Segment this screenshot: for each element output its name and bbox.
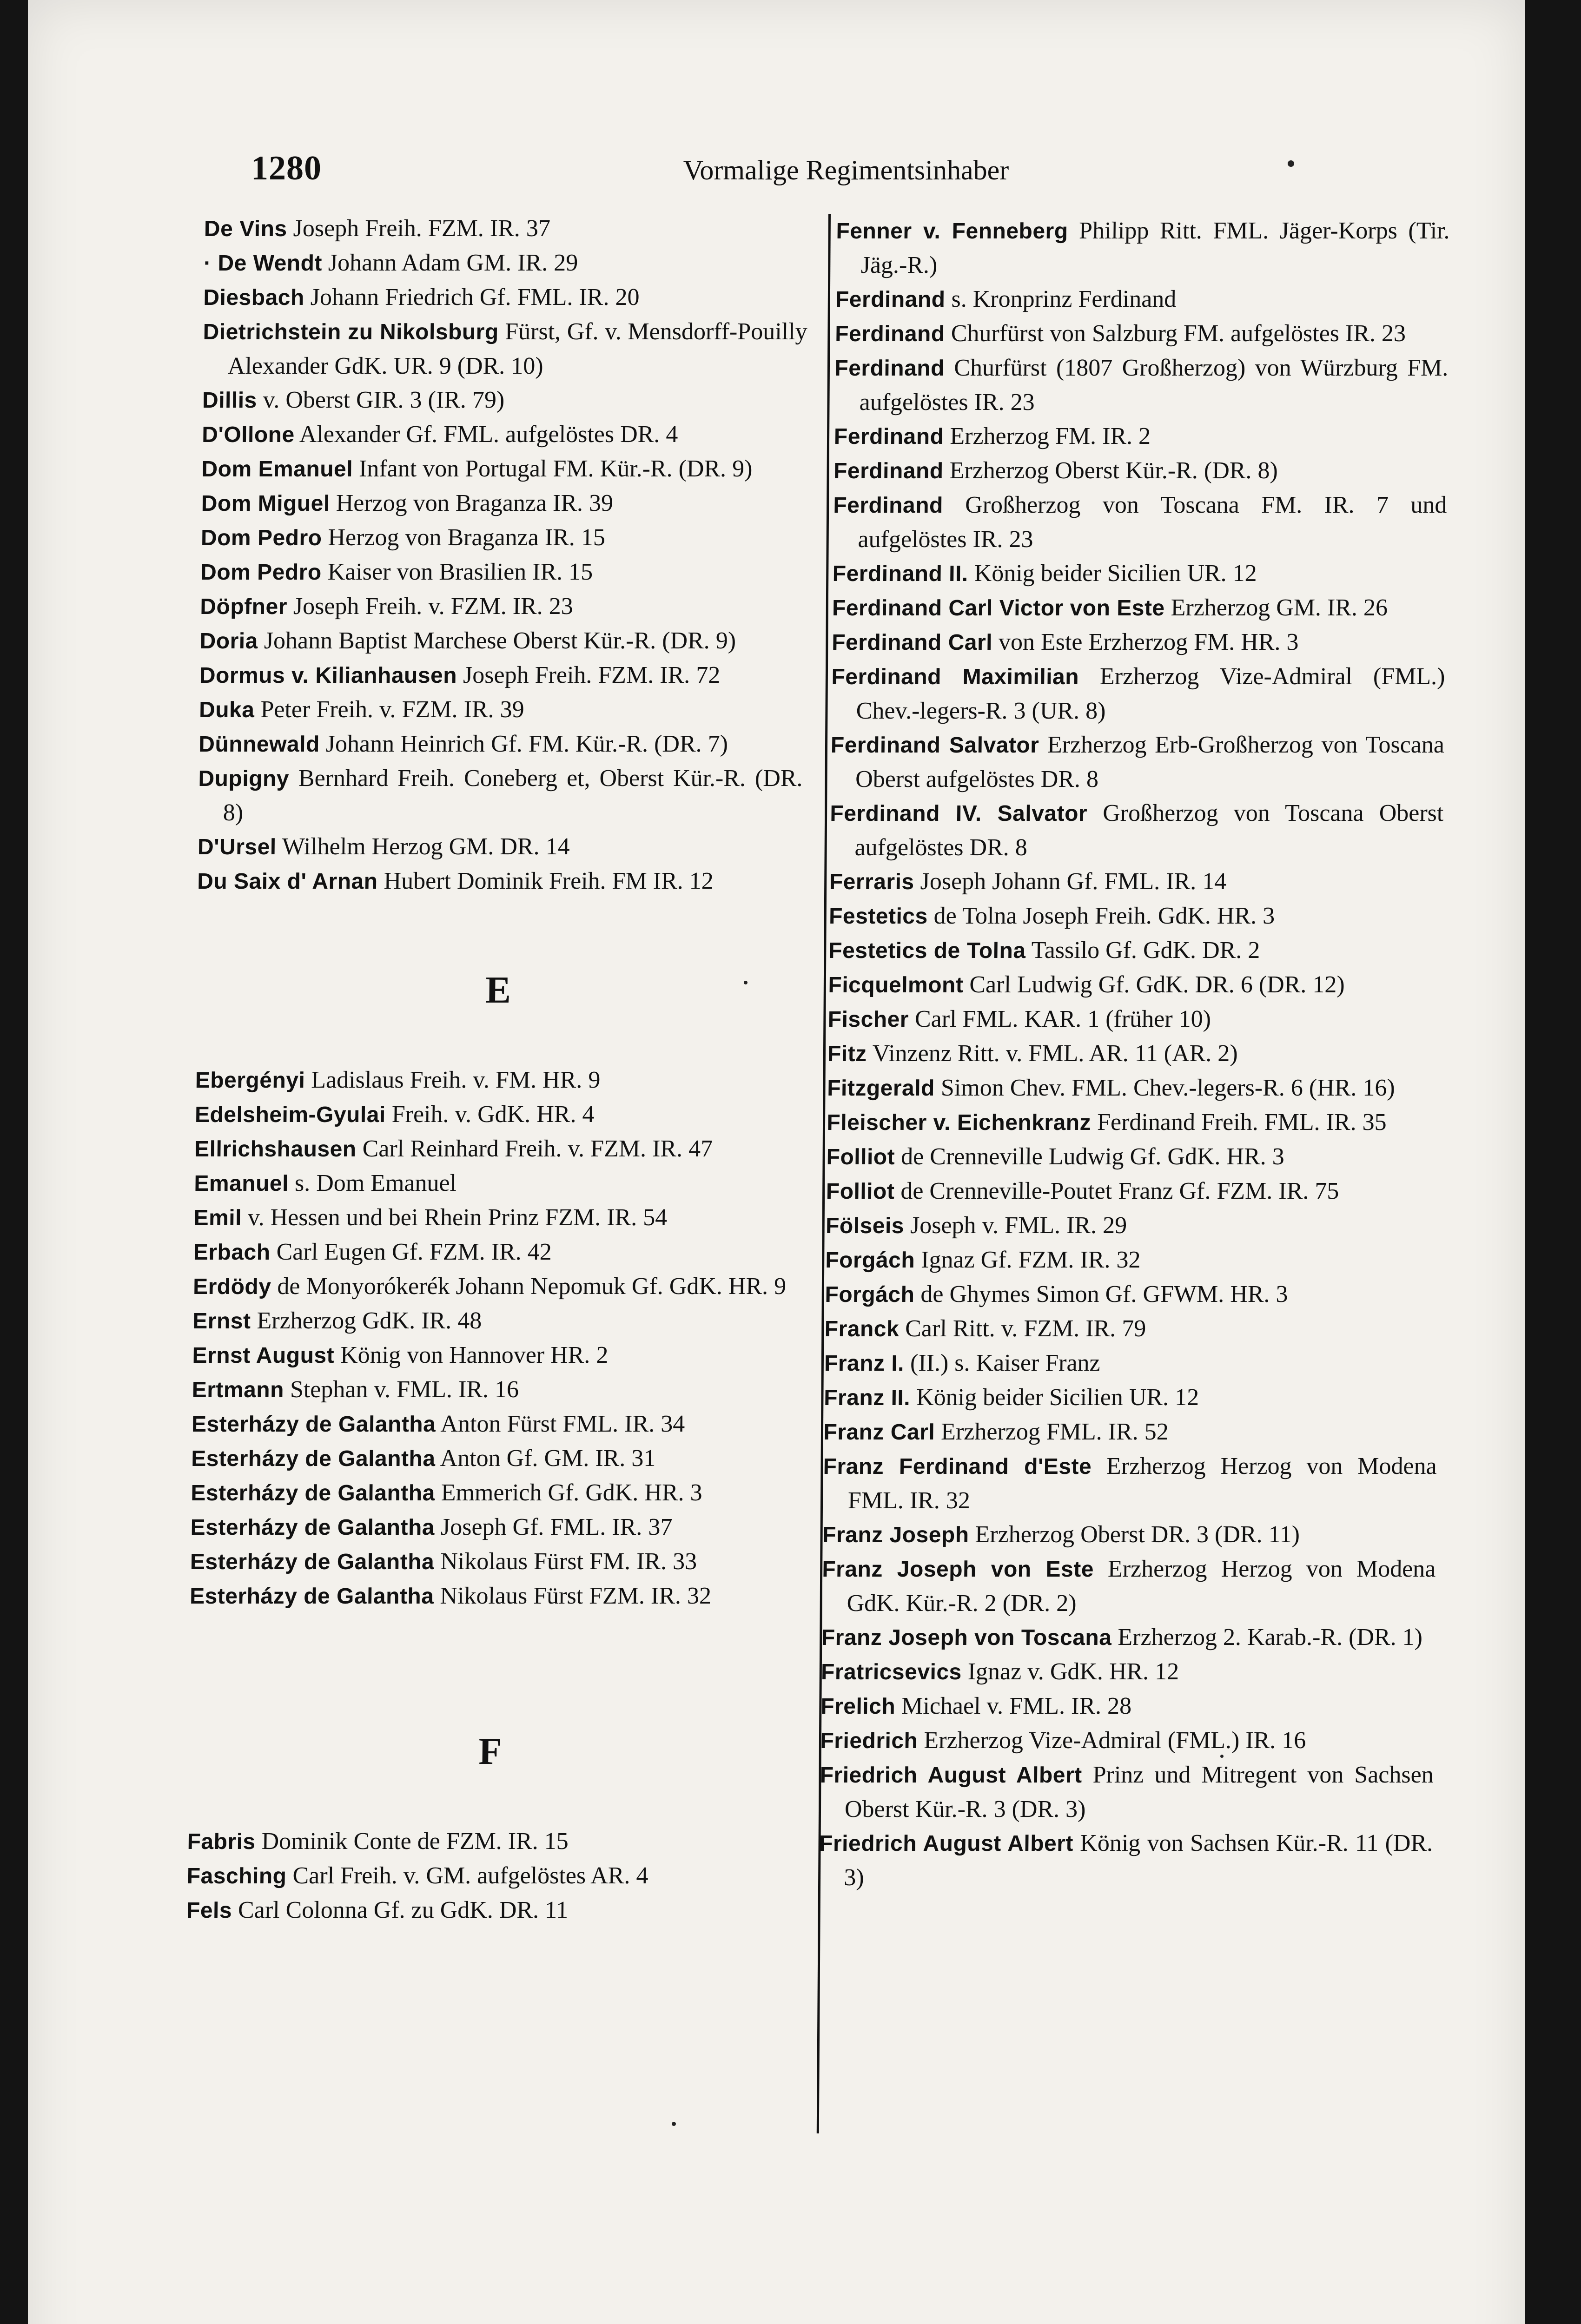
- entry-details: von Este Erzherzog FM. HR. 3: [992, 629, 1299, 655]
- register-entry: [821, 1620, 1435, 1655]
- entry-name: Fabris: [187, 1829, 256, 1854]
- entry-name: Friedrich: [820, 1729, 918, 1753]
- register-entry: [831, 660, 1445, 728]
- entry-details: Wilhelm Herzog GM. DR. 14: [276, 833, 570, 860]
- register-entry: [834, 351, 1449, 419]
- entry-details: Simon Chev. FML. Chev.-legers-R. 6 (HR. 16): [934, 1075, 1396, 1101]
- register-entry: [190, 1545, 795, 1579]
- entry-name: Forgách: [825, 1282, 915, 1307]
- register-entry: [198, 727, 803, 761]
- register-entry: [826, 1174, 1440, 1208]
- entry-name: Franz Ferdinand d'Este: [823, 1454, 1092, 1479]
- entry-name: Folliot: [826, 1145, 895, 1169]
- entry-name: Ferdinand Maximilian: [831, 665, 1079, 689]
- register-entry: [835, 214, 1450, 282]
- entry-details: Joseph v. FML. IR. 29: [904, 1212, 1127, 1239]
- scan-speck: [1220, 1755, 1224, 1758]
- entry-details: Joseph Johann Gf. FML. IR. 14: [914, 868, 1227, 895]
- entry-name: Ertmann: [192, 1378, 284, 1402]
- entry-details: Erzherzog GM. IR. 26: [1164, 594, 1388, 621]
- section-heading-e: E: [485, 969, 511, 1011]
- register-entry: [193, 1269, 798, 1304]
- register-entry: [825, 1277, 1439, 1312]
- entry-name: Ferdinand II.: [832, 561, 968, 586]
- entry-name: Ellrichshausen: [194, 1137, 357, 1162]
- entry-name: Fasching: [186, 1864, 287, 1888]
- entry-details: Erzherzog Herzog von Modena GdK. Kür.-R. 2 (DR. 2): [847, 1556, 1436, 1617]
- register-entry: [186, 1893, 791, 1928]
- register-entry: [195, 1063, 800, 1097]
- entry-details: Ferdinand Freih. FML. IR. 35: [1091, 1109, 1387, 1136]
- register-entry: [835, 317, 1449, 351]
- entry-details: v. Oberst GIR. 3 (IR. 79): [257, 387, 505, 413]
- entry-name: Frelich: [820, 1694, 896, 1719]
- entry-details: Churfürst von Salzburg FM. aufgelöstes IR. 23: [945, 320, 1406, 347]
- entry-name: Dormus v. Kilianhausen: [199, 663, 457, 688]
- entry-name: Dom Emanuel: [201, 457, 353, 482]
- entries-d: [197, 211, 808, 898]
- entry-name: Fels: [186, 1898, 232, 1923]
- entry-details: Anton Gf. GM. IR. 31: [435, 1445, 656, 1472]
- entry-details: Infant von Portugal FM. Kür.-R. (DR. 9): [352, 456, 753, 482]
- entry-name: Franz Joseph von Este: [822, 1557, 1094, 1582]
- entry-name: Ferdinand Salvator: [830, 733, 1039, 758]
- entry-name: Ernst: [192, 1309, 251, 1334]
- register-entry: [201, 452, 806, 486]
- entry-details: Stephan v. FML. IR. 16: [284, 1376, 519, 1403]
- entry-name: Ficquelmont: [828, 973, 964, 997]
- entry-details: Erzherzog Vize-Admiral (FML.) Chev.-legers-R. 3 (UR. 8): [856, 663, 1445, 724]
- entry-details: Erzherzog 2. Karab.-R. (DR. 1): [1111, 1624, 1423, 1651]
- entry-name: Ferdinand: [833, 493, 944, 518]
- register-entry: [821, 1552, 1436, 1620]
- entry-details: Ladislaus Freih. v. FM. HR. 9: [305, 1067, 601, 1093]
- entry-details: Emmerich Gf. GdK. HR. 3: [435, 1479, 702, 1506]
- register-entry: [827, 1002, 1442, 1037]
- entry-details: Großherzog von Toscana FM. IR. 7 und aufgelöstes IR. 23: [858, 492, 1447, 553]
- entry-details: Johann Adam GM. IR. 29: [322, 250, 578, 276]
- entry-name: Franz Joseph von Toscana: [821, 1625, 1112, 1650]
- register-entry: [830, 728, 1445, 796]
- entry-name: Esterházy de Galantha: [191, 1481, 436, 1505]
- register-entry: [191, 1476, 795, 1510]
- register-entry: [820, 1758, 1434, 1826]
- register-entry: [187, 1824, 792, 1859]
- entry-details: Carl FML. KAR. 1 (früher 10): [908, 1006, 1211, 1032]
- entry-name: · De Wendt: [203, 251, 323, 276]
- entry-name: Friedrich August Albert: [820, 1763, 1082, 1788]
- register-entry: [829, 865, 1443, 899]
- register-entry: [194, 1132, 799, 1166]
- scanned-page: [28, 0, 1525, 2324]
- left-column: [186, 211, 809, 1928]
- entry-details: Erzherzog Herzog von Modena FML. IR. 32: [847, 1453, 1437, 1514]
- register-entry: [829, 899, 1443, 933]
- register-entry: [191, 1441, 796, 1476]
- register-entry: [190, 1579, 794, 1613]
- entry-details: s. Kronprinz Ferdinand: [945, 286, 1177, 312]
- entry-details: Erzherzog FM. IR. 2: [944, 423, 1151, 449]
- entry-details: Churfürst (1807 Großherzog) von Würzburg FM. aufgelöstes IR. 23: [859, 355, 1449, 416]
- entry-name: Ferdinand Carl Victor von Este: [832, 596, 1165, 621]
- entry-name: Döpfner: [200, 594, 288, 619]
- entries-f-continued: [819, 214, 1450, 1895]
- entry-name: Ferdinand Carl: [831, 630, 993, 655]
- register-entry: [833, 454, 1448, 488]
- page-number: 1280: [251, 149, 322, 187]
- entry-name: Doria: [199, 629, 258, 654]
- entry-details: Herzog von Braganza IR. 15: [322, 524, 606, 551]
- entry-details: Carl Colonna Gf. zu GdK. DR. 11: [232, 1897, 569, 1923]
- register-entry: [826, 1140, 1440, 1174]
- entry-details: Erzherzog Vize-Admiral (FML.) IR. 16: [918, 1727, 1306, 1754]
- running-title: Vormalige Regimentsinhaber: [683, 155, 1009, 185]
- entry-details: Herzog von Braganza IR. 39: [330, 490, 614, 516]
- register-entry: [833, 488, 1447, 556]
- entry-name: Ferdinand: [834, 322, 946, 346]
- entry-details: Prinz und Mitregent von Sachsen Oberst Kür.-R. 3 (DR. 3): [844, 1762, 1434, 1822]
- entry-details: Johann Baptist Marchese Oberst Kür.-R. (DR. 9): [258, 627, 736, 654]
- register-entry: [829, 796, 1444, 865]
- register-entry: [204, 246, 808, 280]
- entry-details: de Ghymes Simon Gf. GFWM. HR. 3: [914, 1281, 1288, 1307]
- register-entry: [832, 591, 1446, 625]
- entry-details: Peter Freih. v. FZM. IR. 39: [254, 696, 524, 723]
- register-entry: [827, 1071, 1441, 1105]
- entry-name: Emanuel: [194, 1171, 289, 1196]
- register-entry: [192, 1304, 797, 1338]
- register-entry: [824, 1380, 1438, 1415]
- register-entry: [190, 1510, 795, 1545]
- entry-name: Esterházy de Galantha: [189, 1584, 434, 1609]
- entry-name: Dom Miguel: [201, 491, 331, 516]
- entry-details: Johann Friedrich Gf. FML. IR. 20: [304, 284, 640, 310]
- entry-name: Dom Pedro: [200, 560, 322, 585]
- entry-details: Anton Fürst FML. IR. 34: [436, 1411, 685, 1437]
- register-entry: [832, 556, 1446, 591]
- entry-details: Alexander Gf. FML. aufgelöstes DR. 4: [294, 421, 678, 448]
- entry-name: Dünnewald: [198, 732, 320, 757]
- register-entry: [203, 280, 808, 315]
- entry-details: König beider Sicilien UR. 12: [910, 1384, 1199, 1411]
- entry-name: Fitz: [827, 1042, 867, 1066]
- register-entry: [200, 589, 805, 624]
- register-entry: [198, 761, 803, 830]
- register-entry: [828, 933, 1442, 968]
- entry-name: Ferdinand: [834, 356, 945, 381]
- register-entry: [827, 1037, 1442, 1071]
- entry-name: D'Ollone: [202, 423, 295, 447]
- entry-details: de Crenneville Ludwig Gf. GdK. HR. 3: [894, 1143, 1285, 1170]
- entry-name: Forgách: [825, 1248, 915, 1273]
- register-entry: [822, 1518, 1436, 1552]
- entry-details: v. Hessen und bei Rhein Prinz FZM. IR. 54: [241, 1204, 668, 1231]
- entry-name: Ebergényi: [195, 1068, 305, 1093]
- entry-details: s. Dom Emanuel: [288, 1170, 457, 1196]
- register-entry: [200, 555, 805, 589]
- register-entry: [202, 315, 807, 383]
- register-entry: [199, 624, 804, 658]
- entry-details: Joseph Freih. FZM. IR. 72: [456, 662, 721, 688]
- entry-details: Erzherzog FML. IR. 52: [934, 1419, 1169, 1445]
- entry-name: De Vins: [204, 217, 287, 241]
- register-entry: [202, 417, 807, 452]
- register-entry: [824, 1346, 1438, 1380]
- register-entry: [198, 830, 802, 864]
- entry-name: Franz II.: [823, 1386, 911, 1410]
- entry-name: Ferdinand: [833, 424, 944, 449]
- entry-details: Joseph Freih. FZM. IR. 37: [287, 215, 551, 242]
- register-entry: [202, 383, 807, 417]
- register-entry: [194, 1166, 799, 1201]
- entries-f: [186, 1824, 792, 1928]
- entry-details: Vinzenz Ritt. v. FML. AR. 11 (AR. 2): [867, 1040, 1238, 1067]
- entry-name: Fleischer v. Eichenkranz: [827, 1110, 1091, 1135]
- register-entry: [192, 1338, 797, 1373]
- register-entry: [195, 1097, 800, 1132]
- entry-name: Festetics: [828, 904, 928, 929]
- register-entry: [835, 282, 1449, 317]
- entry-name: Dietrichstein zu Nikolsburg: [203, 320, 499, 344]
- entry-details: Fürst, Gf. v. Mensdorff-Pouilly Alexander GdK. UR. 9 (DR. 10): [227, 318, 807, 379]
- entry-details: König von Sachsen Kür.-R. 11 (DR. 3): [844, 1830, 1433, 1891]
- entry-name: Dom Pedro: [200, 526, 322, 550]
- entry-name: Friedrich August Albert: [819, 1831, 1074, 1856]
- register-entry: [819, 1826, 1433, 1895]
- register-entry: [824, 1312, 1438, 1346]
- entry-details: Johann Heinrich Gf. FM. Kür.-R. (DR. 7): [319, 731, 728, 757]
- entry-details: König beider Sicilien UR. 12: [968, 560, 1257, 587]
- entries-e: [190, 1063, 800, 1613]
- register-entry: [193, 1235, 798, 1269]
- entry-details: Erzherzog Oberst Kür.-R. (DR. 8): [943, 457, 1278, 484]
- register-entry: [204, 211, 809, 246]
- entry-name: Du Saix d' Arnan: [197, 869, 378, 894]
- register-entry: [832, 625, 1446, 660]
- entry-name: Franz Carl: [823, 1420, 935, 1445]
- entry-details: Philipp Ritt. FML. Jäger-Korps (Tir. Jäg.-R.): [860, 218, 1450, 278]
- entry-details: de Monyorókerék Johann Nepomuk Gf. GdK. HR. 9: [271, 1273, 787, 1300]
- entry-name: Ferdinand: [835, 287, 946, 312]
- register-entry: [199, 693, 804, 727]
- entry-details: Erzherzog Erb-Großherzog von Toscana Oberst aufgelöstes DR. 8: [855, 732, 1445, 792]
- entry-details: de Crenneville-Poutet Franz Gf. FZM. IR. 75: [894, 1178, 1339, 1204]
- register-entry: [197, 864, 802, 898]
- entry-name: Ferdinand: [833, 459, 944, 483]
- entry-name: Franz Joseph: [822, 1523, 969, 1547]
- entry-details: Dominik Conte de FZM. IR. 15: [255, 1828, 569, 1855]
- scan-speck: [744, 981, 748, 984]
- entry-name: Emil: [193, 1206, 242, 1230]
- register-entry: [820, 1723, 1434, 1758]
- entry-name: Fitzgerald: [827, 1076, 935, 1101]
- entry-name: Dillis: [202, 388, 258, 413]
- entry-name: Ferraris: [829, 870, 914, 894]
- entry-name: Duka: [198, 698, 255, 722]
- entry-details: Erzherzog Oberst DR. 3 (DR. 11): [969, 1521, 1300, 1548]
- register-entry: [828, 968, 1442, 1002]
- register-entry: [827, 1105, 1441, 1140]
- register-entry: [825, 1243, 1439, 1277]
- entry-name: Esterházy de Galantha: [190, 1515, 435, 1540]
- entry-name: Diesbach: [203, 285, 305, 310]
- entry-name: D'Ursel: [197, 835, 277, 859]
- register-entry: [823, 1415, 1437, 1449]
- entry-details: Ignaz v. GdK. HR. 12: [961, 1658, 1179, 1685]
- entry-details: Bernhard Freih. Coneberg et, Oberst Kür.-R. (DR. 8): [223, 765, 803, 826]
- scan-speck: [1288, 160, 1294, 167]
- entry-details: Kaiser von Brasilien IR. 15: [321, 559, 593, 585]
- register-entry: [193, 1201, 798, 1235]
- right-column: [819, 214, 1450, 1895]
- entry-details: Hubert Dominik Freih. FM IR. 12: [377, 868, 714, 894]
- register-entry: [834, 419, 1448, 454]
- register-entry: [820, 1689, 1435, 1723]
- register-entry: [186, 1859, 791, 1893]
- register-entry: [201, 521, 806, 555]
- entry-details: Ignaz Gf. FZM. IR. 32: [914, 1247, 1141, 1273]
- register-entry: [192, 1373, 796, 1407]
- entry-name: Ernst August: [192, 1343, 335, 1368]
- entry-name: Erbach: [193, 1240, 271, 1265]
- entry-details: Carl Freih. v. GM. aufgelöstes AR. 4: [286, 1862, 648, 1889]
- entry-details: Freih. v. GdK. HR. 4: [385, 1101, 595, 1128]
- entry-name: Fölseis: [825, 1214, 905, 1238]
- entry-name: Esterházy de Galantha: [190, 1550, 435, 1574]
- entry-details: (II.) s. Kaiser Franz: [904, 1350, 1100, 1376]
- entry-details: Carl Ritt. v. FZM. IR. 79: [899, 1315, 1146, 1342]
- entry-name: Esterházy de Galantha: [191, 1446, 436, 1471]
- entry-name: Fenner v. Fenneberg: [836, 219, 1068, 244]
- register-entry: [201, 486, 806, 521]
- entry-details: Großherzog von Toscana Oberst aufgelöstes DR. 8: [854, 800, 1444, 861]
- entry-name: Ferdinand IV. Salvator: [830, 801, 1088, 826]
- entry-details: König von Hannover HR. 2: [334, 1342, 609, 1368]
- entry-name: Folliot: [826, 1179, 895, 1204]
- entry-name: Erdödy: [192, 1274, 271, 1299]
- entry-name: Festetics de Tolna: [828, 938, 1026, 963]
- entry-name: Edelsheim-Gyulai: [194, 1103, 386, 1127]
- entry-name: Franck: [824, 1317, 900, 1341]
- entry-details: Carl Reinhard Freih. v. FZM. IR. 47: [356, 1136, 713, 1162]
- register-entry: [199, 658, 804, 693]
- entry-name: Dupigny: [198, 766, 290, 791]
- scan-speck: [672, 2122, 676, 2126]
- entry-details: Joseph Gf. FML. IR. 37: [434, 1514, 673, 1540]
- register-entry: [826, 1208, 1440, 1243]
- entry-details: Joseph Freih. v. FZM. IR. 23: [287, 593, 574, 620]
- entry-name: Fratricsevics: [820, 1660, 962, 1684]
- entry-details: Carl Eugen Gf. FZM. IR. 42: [270, 1239, 552, 1265]
- entry-details: Nikolaus Fürst FM. IR. 33: [434, 1548, 697, 1575]
- entry-details: Tassilo Gf. GdK. DR. 2: [1025, 937, 1260, 964]
- entry-details: Erzherzog GdK. IR. 48: [251, 1307, 482, 1334]
- entry-name: Franz I.: [824, 1351, 905, 1376]
- entry-name: Esterházy de Galantha: [191, 1412, 436, 1437]
- entry-details: Nikolaus Fürst FZM. IR. 32: [434, 1583, 712, 1609]
- entry-details: Carl Ludwig Gf. GdK. DR. 6 (DR. 12): [963, 971, 1345, 998]
- entry-details: Michael v. FML. IR. 28: [895, 1693, 1132, 1719]
- register-entry: [821, 1655, 1435, 1689]
- section-heading-f: F: [478, 1730, 503, 1772]
- register-entry: [823, 1449, 1437, 1518]
- entry-name: Fischer: [827, 1007, 909, 1032]
- running-head: [223, 144, 1469, 195]
- entry-details: de Tolna Joseph Freih. GdK. HR. 3: [927, 903, 1275, 929]
- register-entry: [192, 1407, 796, 1441]
